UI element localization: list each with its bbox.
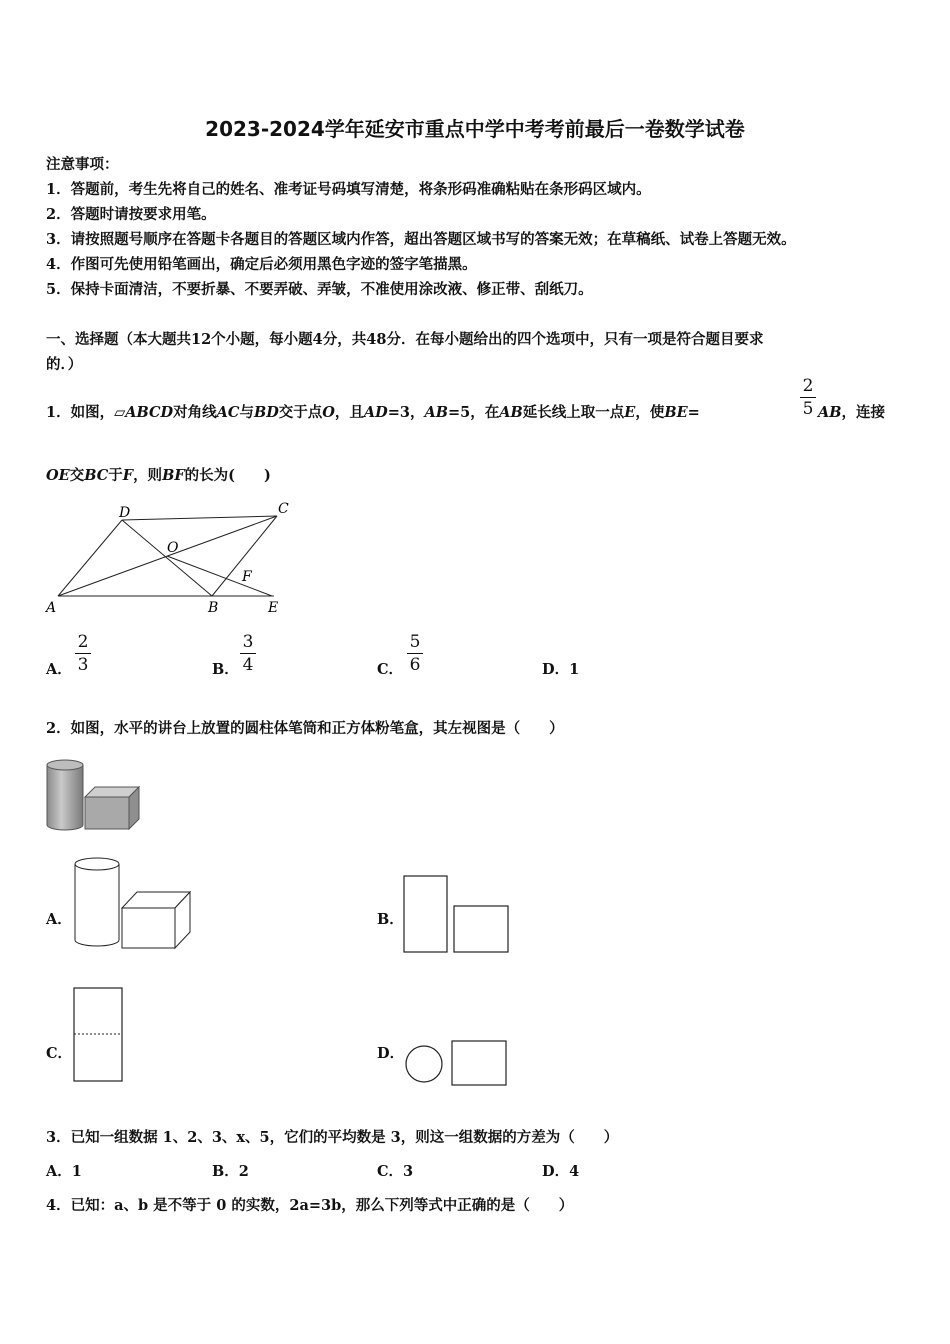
q2-option-a[interactable]: A． [46, 911, 72, 928]
q1-math: ▱ABCD [114, 404, 174, 421]
q1-text: ，使 [635, 404, 665, 421]
label-E: E [268, 600, 279, 616]
q1-text: 交于点 [278, 404, 323, 421]
q1-math: AB [424, 404, 449, 421]
q3-option-a[interactable]: A．1 [46, 1163, 82, 1180]
q1-math: F [122, 467, 134, 484]
option-letter: D． [542, 661, 570, 678]
q1-math: BD [253, 404, 279, 421]
q1-option-c[interactable]: C． [377, 661, 404, 678]
q1-math: AC [216, 404, 240, 421]
notice-item: 4．作图可先使用铅笔画出，确定后必须用黑色字迹的签字笔描黑。 [46, 256, 477, 273]
q1-option-c-fraction [407, 632, 423, 675]
q2-solids-figure [44, 755, 144, 835]
q2-option-d-figure [404, 1037, 510, 1089]
label-O: O [167, 540, 179, 556]
q1-math: BF [162, 467, 185, 484]
label-A: A [46, 600, 57, 616]
q1-text: =3， [387, 404, 425, 421]
q2-option-d[interactable]: D． [377, 1045, 405, 1062]
q1-text: 与 [239, 404, 254, 421]
notice-heading: 注意事项： [46, 156, 119, 173]
fraction-denominator: 6 [409, 655, 421, 675]
fraction-numerator: 5 [409, 632, 421, 652]
q1-math: O [322, 404, 335, 421]
label-F: F [242, 569, 252, 585]
q1-option-a-fraction [75, 632, 91, 675]
q3-option-c[interactable]: C．3 [377, 1163, 414, 1180]
q2-stem: 2．如图，水平的讲台上放置的圆柱体笔筒和正方体粉笔盒，其左视图是（ ） [46, 720, 564, 737]
q1-stem-line1-end [818, 401, 885, 422]
q1-math: AD [363, 404, 388, 421]
q1-stem-line2 [46, 464, 271, 485]
fraction-numerator: 2 [802, 376, 814, 396]
q1-text: ，则 [133, 467, 163, 484]
q1-text: =5，在 [448, 404, 500, 421]
q1-option-d[interactable] [542, 658, 579, 679]
q1-math: BC [84, 467, 109, 484]
section-heading: 一、选择题（本大题共12个小题，每小题4分，共48分．在每小题给出的四个选项中，只有一项是符合题目要求 [46, 331, 764, 348]
fraction-numerator: 2 [77, 632, 89, 652]
page-title: 2023-2024学年延安市重点中学中考考前最后一卷数学试卷 [205, 117, 745, 141]
q1-text: 的长为( ) [184, 467, 271, 484]
q2-option-b[interactable]: B． [377, 911, 404, 928]
q1-option-b-fraction [240, 632, 256, 675]
q1-text: 对角线 [173, 404, 217, 421]
q1-text: 交 [69, 467, 85, 484]
q1-option-b[interactable]: B． [212, 661, 239, 678]
q1-math: AB [818, 404, 842, 421]
q1-stem-line1 [46, 401, 700, 422]
fraction-denominator: 3 [77, 655, 89, 675]
q1-text: ，且 [334, 404, 364, 421]
label-D: D [119, 505, 131, 521]
q1-option-a[interactable]: A． [46, 661, 72, 678]
q4-stem: 4．已知：a、b 是不等于 0 的实数，2a=3b，那么下列等式中正确的是（ ） [46, 1197, 574, 1214]
option-value: 1 [569, 661, 580, 678]
q1-text: 1．如图， [46, 404, 115, 421]
q1-math: BE [664, 404, 688, 421]
q2-option-a-figure [70, 852, 195, 954]
label-C: C [278, 501, 289, 517]
q3-option-d[interactable]: D．4 [542, 1163, 580, 1180]
fraction-denominator: 5 [802, 399, 814, 419]
q1-math: OE [46, 467, 70, 484]
q1-math: AB [499, 404, 523, 421]
q3-stem: 3．已知一组数据 1、2、3、x、5，它们的平均数是 3，则这一组数据的方差为（ ） [46, 1129, 619, 1146]
q2-option-c-figure [72, 986, 126, 1084]
section-heading-cont: 的．） [46, 356, 83, 373]
q3-option-b[interactable]: B．2 [212, 1163, 249, 1180]
label-B: B [208, 600, 219, 616]
fraction-denominator: 4 [242, 655, 254, 675]
q1-parallelogram-figure [40, 495, 300, 620]
q1-fraction [800, 376, 816, 419]
fraction-numerator: 3 [242, 632, 254, 652]
notice-item: 1．答题前，考生先将自己的姓名、准考证号码填写清楚，将条形码准确粘贴在条形码区域内。 [46, 181, 651, 198]
q2-option-c[interactable]: C． [46, 1045, 73, 1062]
q2-option-b-figure [402, 873, 512, 955]
notice-item: 2．答题时请按要求用笔。 [46, 206, 216, 223]
notice-item: 3．请按照题号顺序在答题卡各题目的答题区域内作答，超出答题区域书写的答案无效；在草稿纸、试卷上答题无效。 [46, 231, 796, 248]
q1-text: 于 [108, 467, 123, 484]
q1-text: ，连接 [841, 404, 886, 421]
q1-text: 延长线上取一点 [522, 404, 625, 421]
notice-item: 5．保持卡面清洁，不要折暴、不要弄破、弄皱，不准使用涂改液、修正带、刮纸刀。 [46, 281, 593, 298]
q1-text: = [687, 404, 700, 421]
q1-math: E [624, 404, 636, 421]
